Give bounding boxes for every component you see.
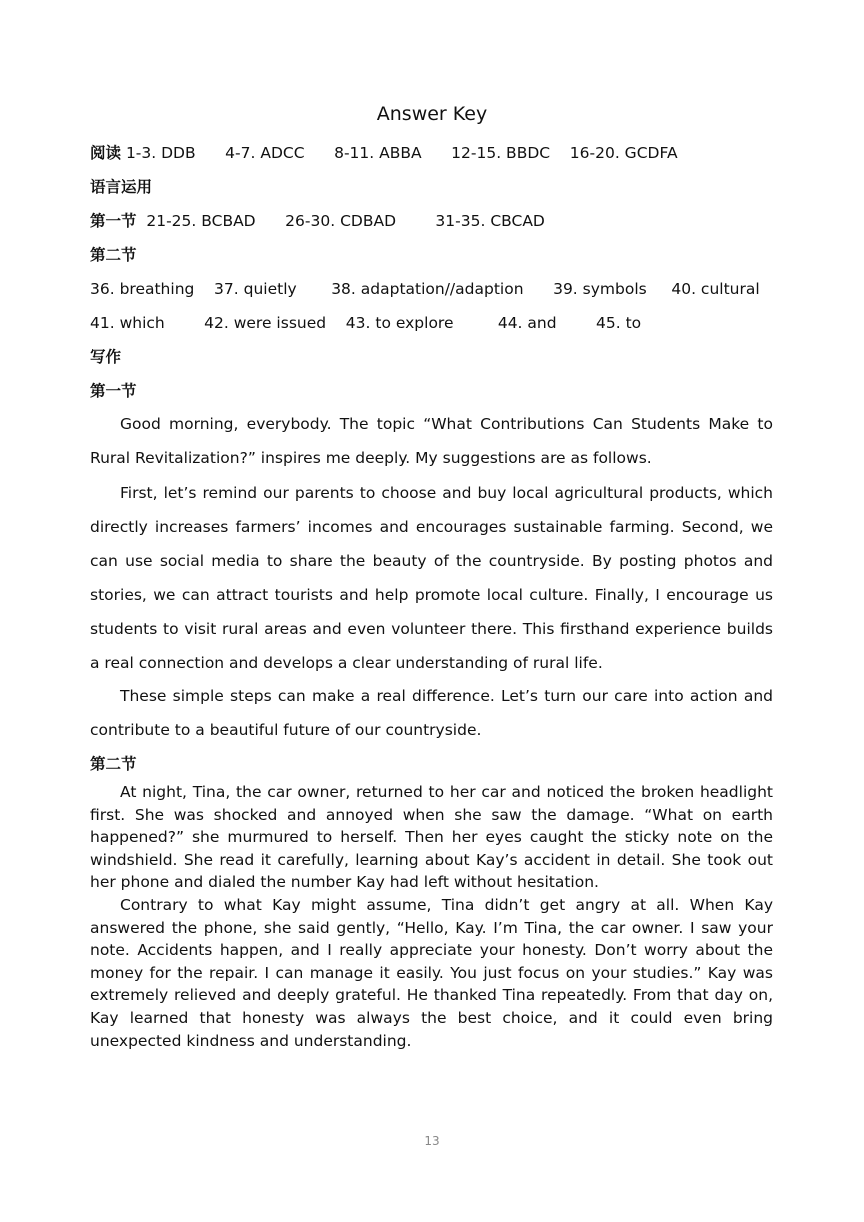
fill-blanks-row-1: 36. breathing 37. quietly 38. adaptation//adaption 39. symbols 40. cultural bbox=[90, 280, 760, 298]
section1-answers: 21-25. BCBAD 26-30. CDBAD 31-35. CBCAD bbox=[136, 212, 545, 230]
page-number: 13 bbox=[424, 1134, 440, 1148]
fill-blanks-row-2: 41. which 42. were issued 43. to explore 44. and 45. to bbox=[90, 314, 642, 332]
writing-part2-label: 第二节 bbox=[90, 755, 137, 773]
story-paragraph: Contrary to what Kay might assume, Tina didn’t get angry at all. When Kay answered the phone, she said gently, “Hello, Kay. I’m Tina, the car owner. I saw your note. Accidents happen, and I really appreciate your honesty. Don’t worry about the money for the repair. I can manage it easily. You just focus on your studies.” Kay was extremely relieved and deeply grateful. He thanked Tina repeatedly. From that day on, Kay learned that honesty was always the best choice, and it could even bring unexpected kindness and understanding. bbox=[90, 896, 773, 1050]
essay-paragraph: First, let’s remind our parents to choose and buy local agricultural products, which directly increases farmers’ incomes and encourages sustainable farming. Second, we can use social media to share the beauty of the countryside. By posting photos and stories, we can attract tourists and help promote local culture. Finally, I encourage us students to visit rural areas and even volunteer there. This firsthand experience builds a real connection and develops a clear understanding of rural life. bbox=[90, 484, 773, 672]
page-title: Answer Key bbox=[376, 103, 488, 125]
story-paragraph: At night, Tina, the car owner, returned to her car and noticed the broken headlight first. She was shocked and annoyed when she saw the damage. “What on earth happened?” she murmured to herself. Then her eyes caught the sticky note on the windshield. She read it carefully, learning about Kay’s accident in detail. She took out her phone and dialed the number Kay had left without hesitation. bbox=[90, 783, 773, 892]
language-use-label: 语言运用 bbox=[90, 178, 153, 196]
section1-label: 第一节 bbox=[90, 212, 137, 230]
section2-label: 第二节 bbox=[90, 246, 137, 264]
reading-label: 阅读 bbox=[90, 144, 122, 162]
essay-paragraph: These simple steps can make a real difference. Let’s turn our care into action and contribute to a beautiful future of our countryside. bbox=[90, 687, 773, 739]
writing-part1-label: 第一节 bbox=[90, 382, 137, 400]
essay-paragraph: Good morning, everybody. The topic “What Contributions Can Students Make to Rural Revitalization?” inspires me deeply. My suggestions are as follows. bbox=[90, 415, 773, 467]
writing-label: 写作 bbox=[90, 348, 122, 366]
reading-answers-row bbox=[90, 143, 678, 163]
section1-answers-row bbox=[90, 211, 545, 231]
reading-answers: 1-3. DDB 4-7. ADCC 8-11. ABBA 12-15. BBDC 16-20. GCDFA bbox=[121, 144, 678, 162]
